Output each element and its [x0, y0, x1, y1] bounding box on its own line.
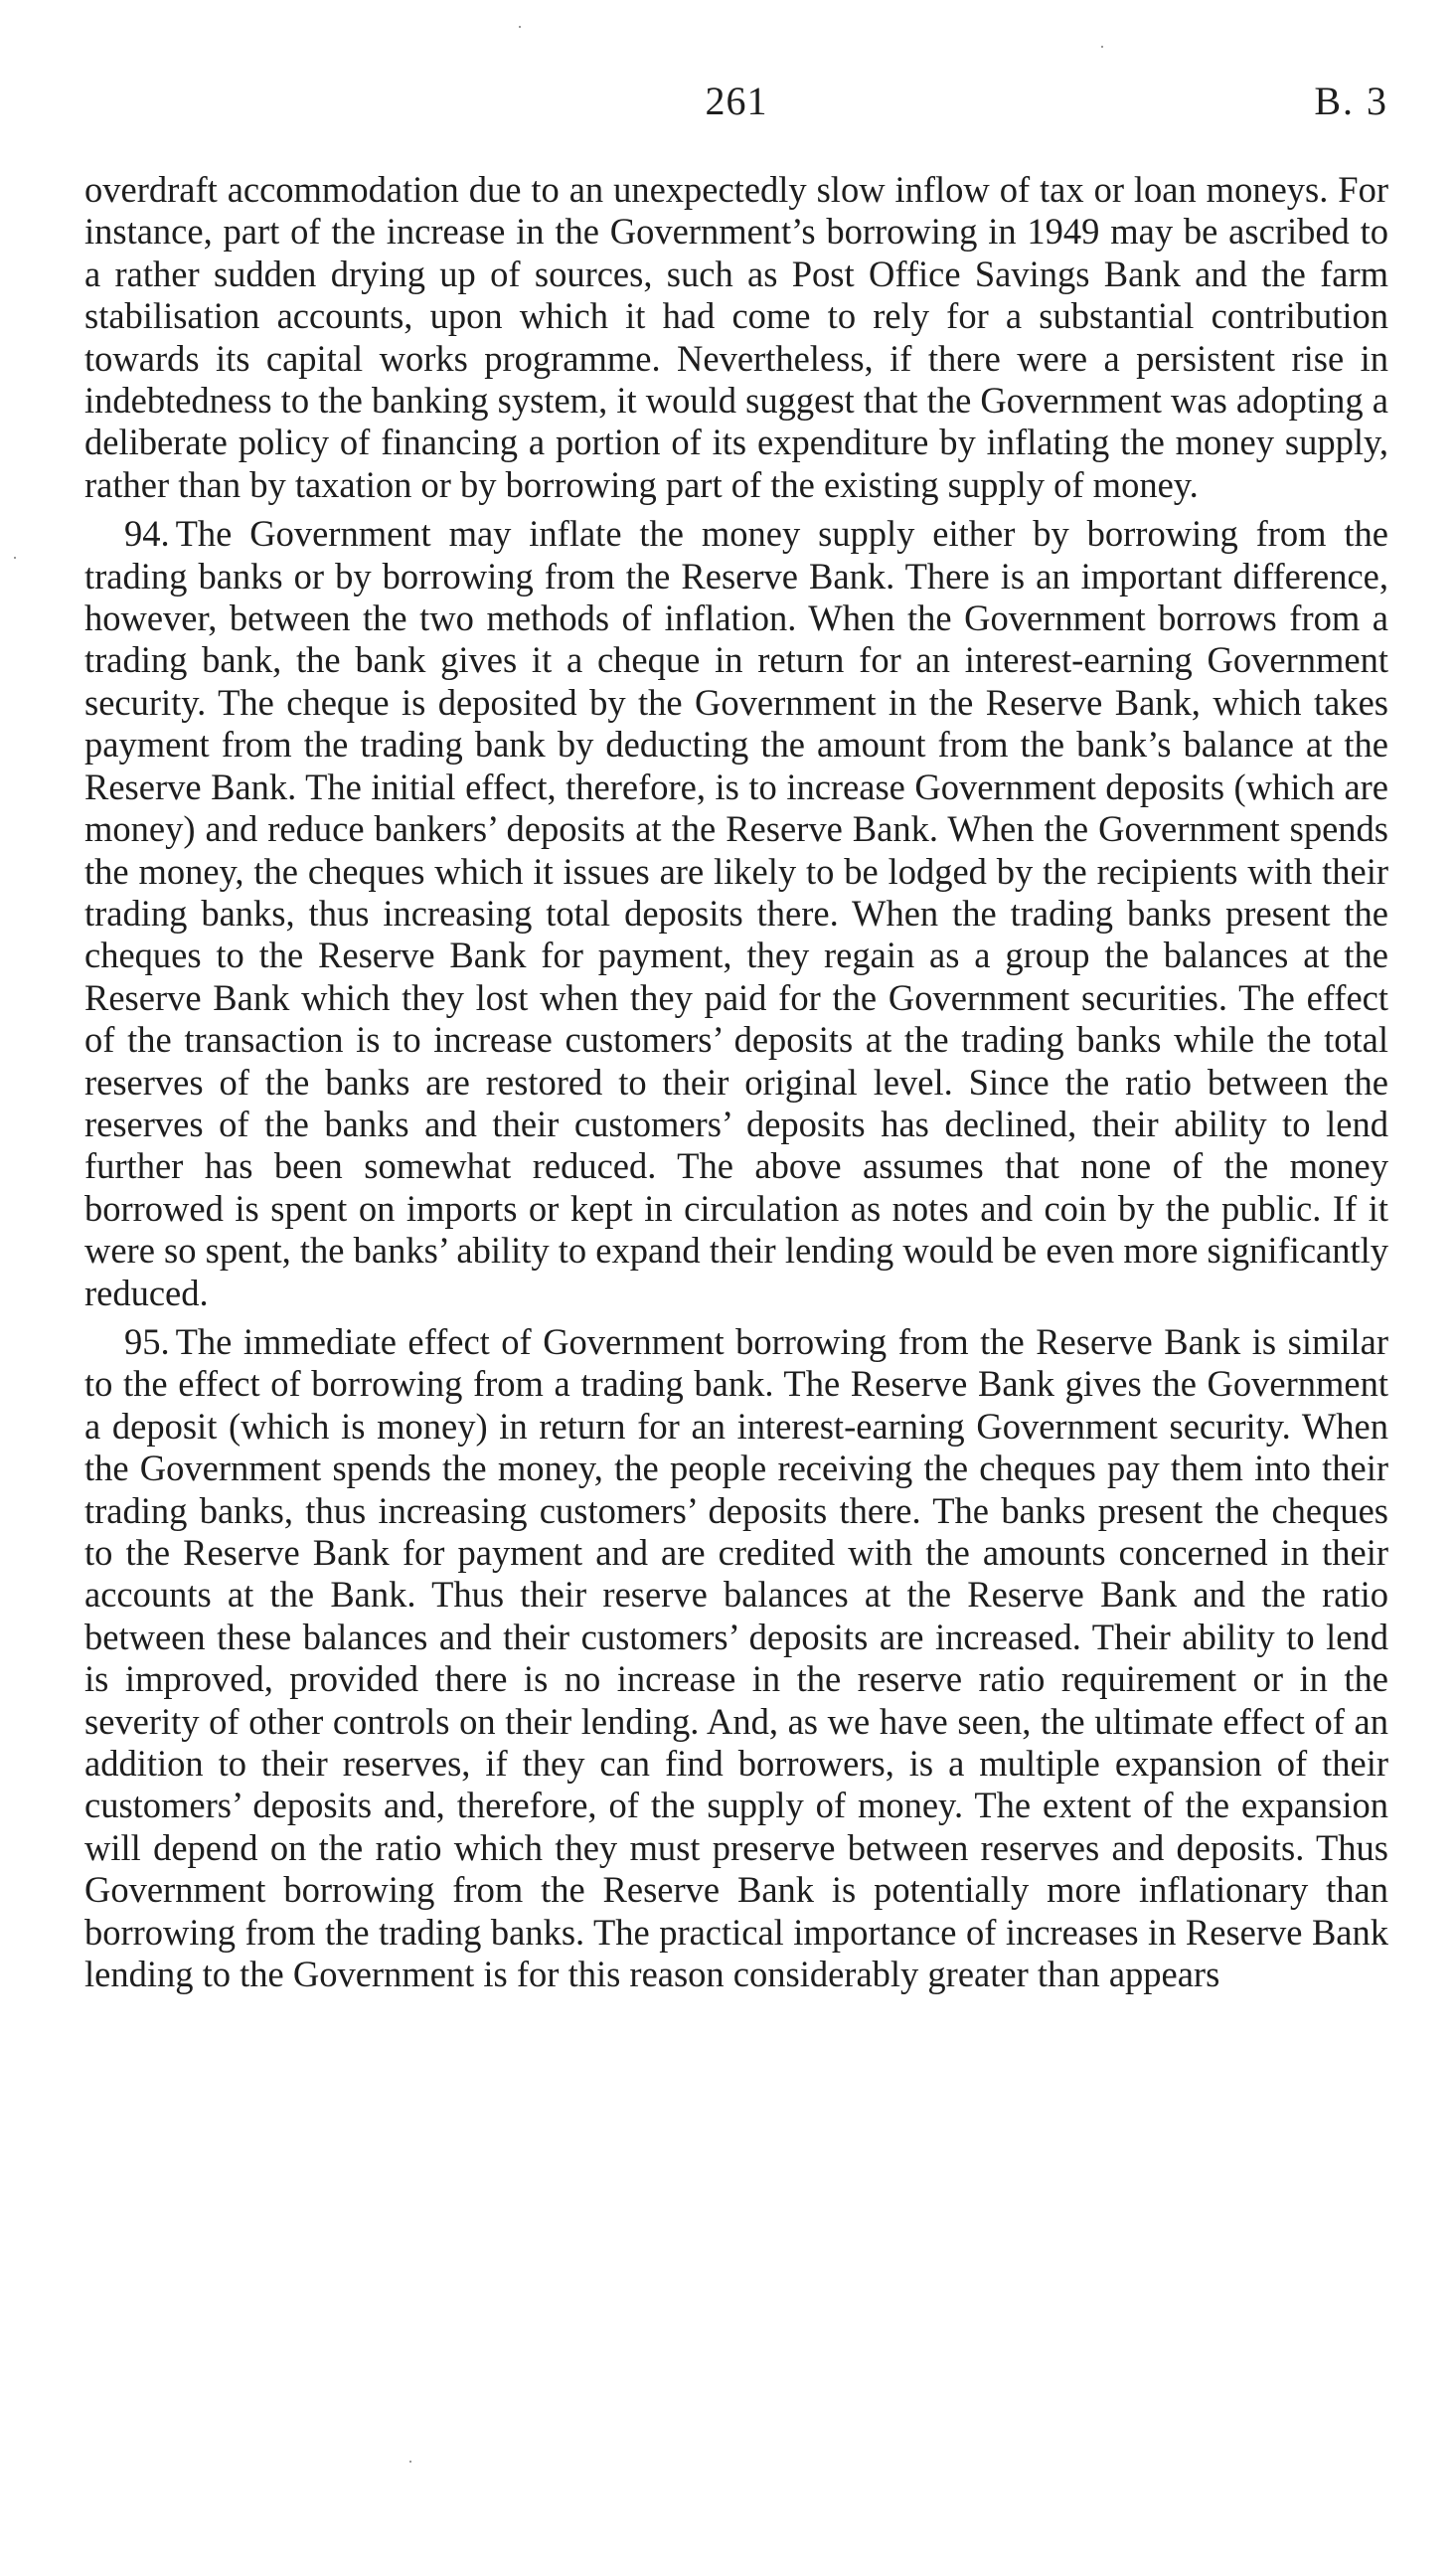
scan-speck — [519, 26, 521, 28]
paragraph-number: 94. — [124, 513, 170, 555]
body-text — [84, 169, 1388, 2002]
page-number: 261 — [705, 79, 768, 123]
series-code: B. 3 — [1314, 79, 1388, 123]
paragraph-text: overdraft accommodation due to an unexpectedly slow inflow of tax or loan moneys. For instance, part of the increase in the Government’s borrowing in 1949 may be ascribed to a rather sudden drying up of sources, such as Post Office Savings Bank and the farm stabilisation accounts, upon which it had come to rely for a substantial contribution towards its capital works programme. Nevertheless, if there were a persistent rise in indebtedness to the banking system, it would suggest that the Government was adopting a deliberate policy of financing a portion of its expenditure by inflating the money supply, rather than by taxation or by borrowing part of the existing supply of money. — [84, 169, 1388, 505]
paragraph-text: The Government may inflate the money supply either by borrowing from the trading banks or by borrowing from the Reserve Bank. There is an important difference, however, between the two methods of inflation. When the Government borrows from a trading bank, the bank gives it a cheque in return for an interest-earning Government security. The cheque is deposited by the Government in the Reserve Bank, which takes payment from the trading bank by deducting the amount from the bank’s balance at the Reserve Bank. The initial effect, therefore, is to increase Government deposits (which are money) and reduce bankers’ deposits at the Reserve Bank. When the Government spends the money, the cheques which it issues are likely to be lodged by the recipients with their trading banks, thus increasing total deposits there. When the trading banks present the cheques to the Reserve Bank for payment, they regain as a group the balances at the Reserve Bank which they lost when they paid for the Government securities. The effect of the transaction is to increase customers’ deposits at the trading banks while the total reserves of the banks are restored to their original level. Since the ratio between the reserves of the banks and their customers’ deposits has declined, their ability to lend further has been somewhat reduced. The above assumes that none of the money borrowed is spent on imports or kept in circulation as notes and coin by the public. If it were so spent, the banks’ ability to expand their lending would be even more significantly reduced. — [84, 513, 1388, 1313]
paragraph-continued — [84, 169, 1388, 506]
paragraph-text: The immediate effect of Government borrowing from the Reserve Bank is similar to the effect of borrowing from a trading bank. The Reserve Bank gives the Government a deposit (which is money) in return for an interest-earning Government security. When the Government spends the money, the people receiving the cheques pay them into their trading banks, thus increasing customers’ deposits there. The banks present the cheques to the Reserve Bank for payment and are credited with the amounts concerned in their accounts at the Bank. Thus their reserve balances at the Reserve Bank and the ratio between these balances and their customers’ deposits are increased. Their ability to lend is improved, provided there is no increase in the reserve ratio requirement or in the severity of other controls on their lending. And, as we have seen, the ultimate effect of an addition to their reserves, if they can find borrowers, is a multiple expansion of their customers’ deposits and, therefore, of the supply of money. The extent of the expansion will depend on the ratio which they must preserve between reserves and deposits. Thus Government borrowing from the Reserve Bank is potentially more inflationary than borrowing from the trading banks. The practical importance of increases in Reserve Bank lending to the Government is for this reason considerably greater than appears — [84, 1320, 1388, 1995]
scan-speck — [14, 557, 16, 559]
scan-speck — [409, 2461, 411, 2463]
paragraph-95 — [84, 1321, 1388, 1996]
paragraph-94 — [84, 513, 1388, 1314]
paragraph-number: 95. — [124, 1320, 170, 1362]
scan-speck — [1101, 46, 1103, 48]
page-header — [84, 72, 1388, 131]
